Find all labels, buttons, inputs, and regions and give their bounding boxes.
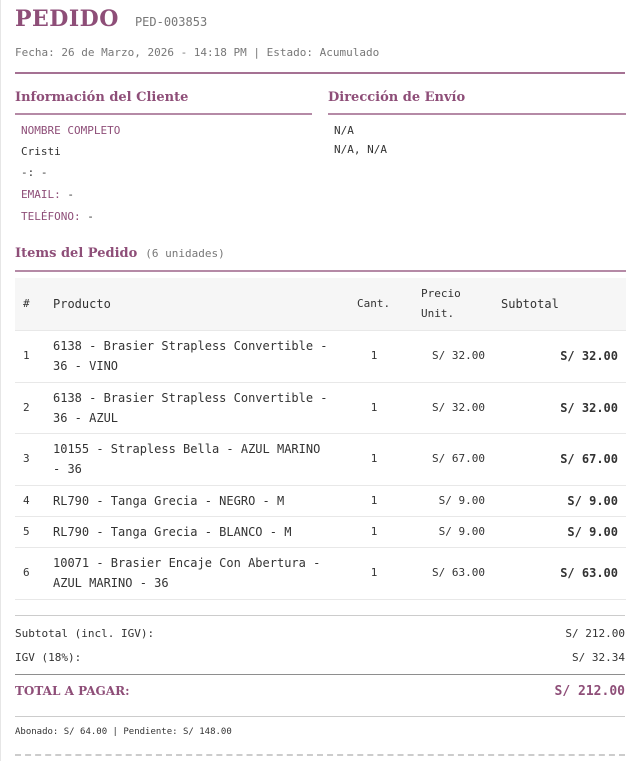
totals-divider: [15, 674, 625, 675]
customer-doc-line: -: -: [21, 166, 48, 179]
grand-total-value: S/ 212.00: [554, 684, 625, 699]
row-num: 1: [15, 330, 43, 382]
items-count: (6 unidades): [145, 247, 225, 260]
table-row: [15, 433, 626, 485]
customer-email-label: EMAIL:: [21, 188, 61, 201]
row-subtotal: S/ 32.00: [501, 382, 626, 433]
row-subtotal: S/ 63.00: [501, 547, 626, 599]
order-header: [15, 6, 207, 32]
col-price-line-1: Precio: [421, 286, 461, 300]
shipping-line-1: N/A: [334, 124, 354, 137]
row-product: 6138 - Brasier Strapless Convertible - 36 - VINO: [43, 330, 343, 382]
row-num: 6: [15, 547, 43, 599]
shipping-heading: Dirección de Envío: [328, 90, 466, 105]
items-table: [15, 278, 626, 600]
table-row: [15, 547, 626, 599]
row-subtotal: S/ 32.00: [501, 330, 626, 382]
order-meta: Fecha: 26 de Marzo, 2026 - 14:18 PM | Estado: Acumulado: [15, 46, 380, 59]
items-heading: [15, 246, 225, 261]
col-subtotal: Subtotal: [501, 296, 559, 311]
subtotal-label: Subtotal (incl. IGV):: [15, 627, 155, 640]
row-product: 10155 - Strapless Bella - AZUL MARINO - 36: [43, 433, 343, 485]
customer-phone-line: [21, 210, 94, 223]
totals-top-divider: [15, 615, 625, 616]
dashed-divider: [15, 754, 625, 756]
row-product: RL790 - Tanga Grecia - NEGRO - M: [43, 485, 343, 516]
items-title: Items del Pedido: [15, 246, 138, 261]
table-row: [15, 382, 626, 433]
row-num: 5: [15, 516, 43, 547]
customer-phone-label: TELÉFONO:: [21, 210, 81, 223]
shipping-divider: [328, 113, 626, 115]
payment-status: Abonado: S/ 64.00 | Pendiente: S/ 148.00: [15, 727, 232, 737]
row-qty: 1: [343, 516, 405, 547]
col-product: Producto: [53, 296, 111, 311]
row-product: 10071 - Brasier Encaje Con Abertura - AZUL MARINO - 36: [43, 547, 343, 599]
col-price: [405, 278, 501, 330]
row-product: 6138 - Brasier Strapless Convertible - 36 - AZUL: [43, 382, 343, 433]
row-price: S/ 32.00: [405, 330, 501, 382]
header-divider: [15, 72, 625, 74]
customer-heading: Información del Cliente: [15, 90, 189, 105]
igv-label: IGV (18%):: [15, 651, 82, 664]
col-qty: Cant.: [357, 296, 391, 310]
row-qty: 1: [343, 433, 405, 485]
order-number: PED-003853: [134, 15, 208, 29]
row-num: 4: [15, 485, 43, 516]
payment-divider: [15, 716, 625, 717]
grand-total-row: [15, 684, 625, 699]
subtotal-row: [15, 627, 625, 640]
row-qty: 1: [343, 330, 405, 382]
customer-email-line: [21, 188, 74, 201]
row-qty: 1: [343, 382, 405, 433]
row-subtotal: S/ 9.00: [501, 485, 626, 516]
row-num: 3: [15, 433, 43, 485]
customer-phone-value: -: [80, 210, 94, 223]
row-subtotal: S/ 9.00: [501, 516, 626, 547]
row-price: S/ 63.00: [405, 547, 501, 599]
customer-email-value: -: [60, 188, 74, 201]
row-qty: 1: [343, 547, 405, 599]
row-price: S/ 67.00: [405, 433, 501, 485]
row-product: RL790 - Tanga Grecia - BLANCO - M: [43, 516, 343, 547]
subtotal-value: S/ 212.00: [565, 627, 625, 640]
row-qty: 1: [343, 485, 405, 516]
table-header-row: [15, 278, 626, 330]
table-row: [15, 516, 626, 547]
col-num: #: [23, 296, 30, 310]
items-divider: [15, 270, 626, 272]
shipping-line-2: N/A, N/A: [334, 143, 387, 156]
row-price: S/ 9.00: [405, 516, 501, 547]
igv-row: [15, 651, 625, 664]
grand-total-label: TOTAL A PAGAR:: [15, 684, 130, 698]
igv-value: S/ 32.34: [572, 651, 625, 664]
customer-name-value: Cristi: [21, 145, 61, 158]
row-price: S/ 32.00: [405, 382, 501, 433]
table-row: [15, 330, 626, 382]
customer-divider: [15, 113, 312, 115]
row-num: 2: [15, 382, 43, 433]
row-subtotal: S/ 67.00: [501, 433, 626, 485]
customer-name-label: NOMBRE COMPLETO: [21, 124, 121, 137]
table-row: [15, 485, 626, 516]
row-price: S/ 9.00: [405, 485, 501, 516]
page-title: PEDIDO: [15, 6, 119, 32]
col-price-line-2: Unit.: [421, 306, 455, 320]
